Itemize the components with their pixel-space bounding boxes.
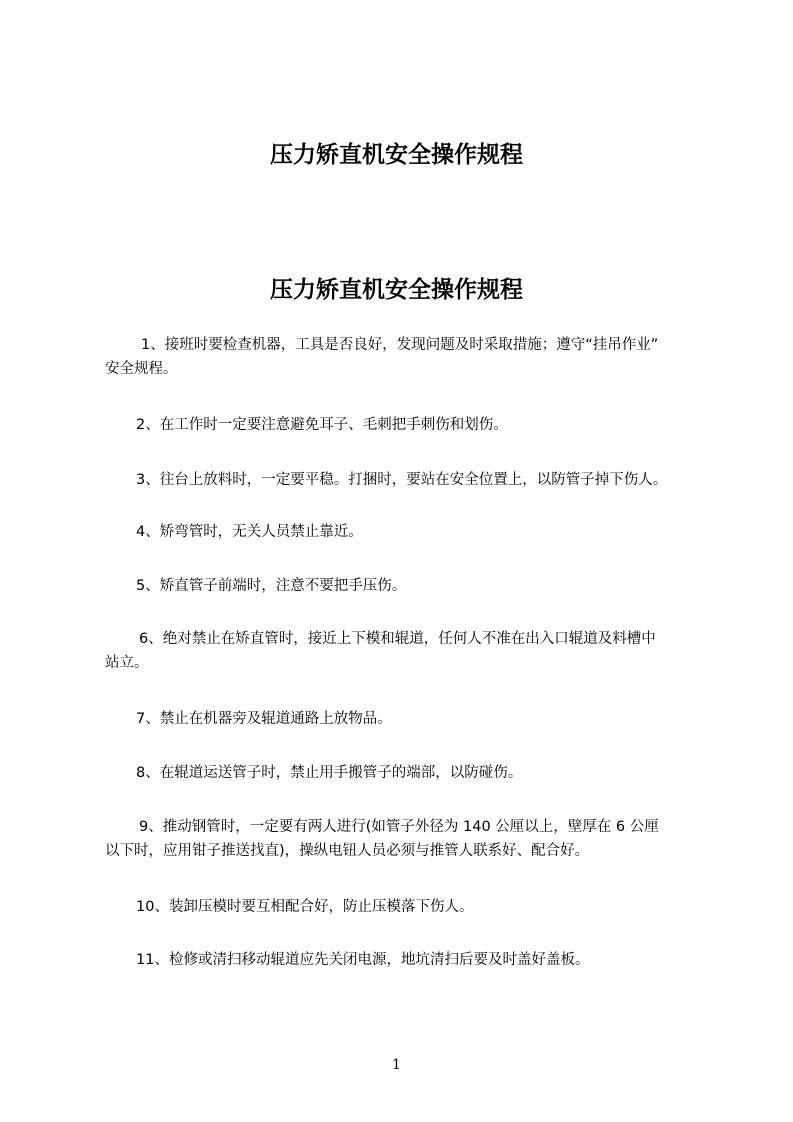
rule-item-text: 6、绝对禁止在矫直管时，接近上下模和辊道，任何人不准在出入口辊道及料槽中: [139, 631, 656, 647]
rule-item-11: [105, 948, 720, 972]
rule-item-text: 10、装卸压模时要互相配合好，防止压模落下伤人。: [136, 899, 474, 915]
rule-item-7: [105, 707, 720, 731]
rule-item-9: [105, 815, 720, 863]
rule-item-4: [105, 520, 720, 544]
rule-item-text: 8、在辊道运送管子时，禁止用手搬管子的端部，以防碰伤。: [136, 765, 523, 781]
rule-item-text: 3、往台上放料时，一定要平稳。打捆时，要站在安全位置上，以防管子掉下伤人。: [136, 472, 668, 488]
rule-item-6: [105, 627, 720, 675]
rule-item-continuation: 以下时，应用钳子推送找直)，操纵电钮人员必须与推管人联系好、配合好。: [105, 843, 590, 859]
rule-item-2: [105, 413, 720, 437]
rule-item-text: 5、矫直管子前端时，注意不要把手压伤。: [136, 578, 407, 594]
rule-item-text: 1、接班时要检查机器，工具是否良好，发现问题及时采取措施；遵守“挂吊作业”: [141, 337, 659, 353]
rule-item-text: 4、矫弯管时，无关人员禁止靠近。: [136, 524, 363, 540]
rule-item-5: [105, 574, 720, 598]
rule-item-text: 9、推动钢管时，一定要有两人进行(如管子外径为 140 公厘以上，壁厚在 6 公厘: [139, 819, 659, 835]
page-number: 1: [392, 1057, 401, 1073]
rule-item-text: 11、检修或清扫移动辊道应先关闭电源，地坑清扫后要及时盖好盖板。: [136, 952, 590, 968]
document-title: 压力矫直机安全操作规程: [270, 142, 523, 168]
document-subtitle: 压力矫直机安全操作规程: [270, 277, 523, 303]
rule-item-3: [105, 468, 720, 492]
rule-item-text: 2、在工作时一定要注意避免耳子、毛刺把手刺伤和划伤。: [136, 417, 508, 433]
rule-item-1: [105, 333, 720, 381]
rule-item-text: 7、禁止在机器旁及辊道通路上放物品。: [136, 711, 392, 727]
rule-item-8: [105, 761, 720, 785]
rule-item-10: [105, 895, 720, 919]
rule-item-continuation: 安全规程。: [105, 361, 178, 377]
rule-item-continuation: 站立。: [105, 655, 149, 671]
